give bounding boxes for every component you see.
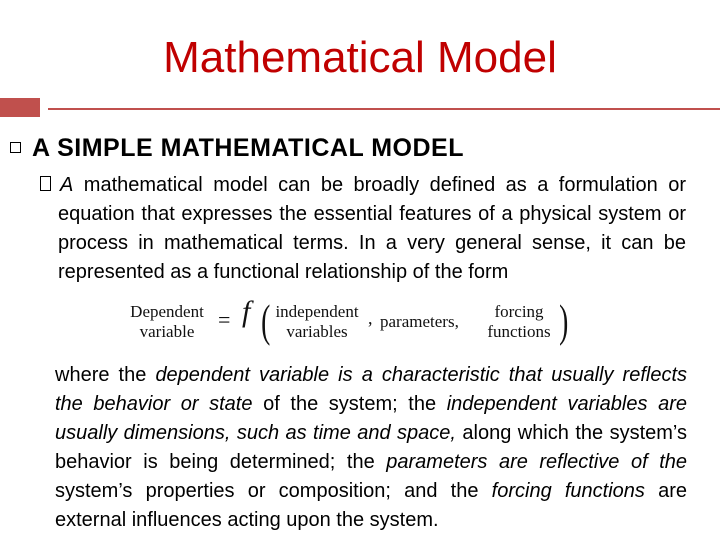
explanation-italic-4: forcing functions — [491, 480, 645, 502]
paragraph-lead-word: A — [60, 174, 74, 196]
explanation-italic-3: parameters are reflective of the — [386, 451, 687, 473]
formula-forcing-line2: functions — [487, 322, 551, 341]
explanation-text-5: are external influences acting upon the system. — [55, 480, 688, 531]
divider-line — [48, 108, 720, 110]
explanation-paragraph — [55, 361, 687, 535]
formula-independent-line1: independent — [275, 302, 359, 321]
square-bullet-icon — [10, 142, 21, 153]
formula-comma: , — [368, 308, 373, 328]
definition-paragraph — [58, 171, 686, 287]
square-bullet-icon — [40, 176, 51, 191]
formula-dependent-variable — [128, 302, 206, 342]
formula-function-symbol: f — [242, 295, 251, 328]
formula-open-paren: ( — [261, 295, 271, 346]
explanation-text-1: where the — [55, 364, 156, 386]
formula-equals: = — [218, 307, 231, 332]
accent-bar — [0, 98, 40, 117]
formula-independent-variables — [272, 302, 362, 342]
paragraph-text: mathematical model can be broadly defined as a formulation or equation that expresses the essential features of a physical system or process in mathematical terms. In a very general sense, it can be represented as a functional relationship of the form — [58, 174, 686, 283]
explanation-text-4: system’s properties or composition; and the — [55, 480, 492, 502]
formula-forcing-functions — [480, 302, 558, 342]
explanation-italic-1: dependent variable is a characteristic that usually reflects the behavior or state — [55, 364, 688, 415]
formula-close-paren: ) — [559, 295, 569, 346]
formula-dependent-line2: variable — [139, 322, 195, 341]
formula-parameters: parameters, — [380, 312, 459, 331]
section-heading: A SIMPLE MATHEMATICAL MODEL — [32, 134, 464, 162]
formula-forcing-line1: forcing — [494, 302, 544, 321]
slide-title: Mathematical Model — [163, 33, 557, 82]
explanation-text-2: of the system; the — [252, 393, 447, 415]
functional-relationship-formula — [128, 296, 580, 350]
explanation-text-3: along which the system’s behavior is being determined; the — [55, 422, 687, 473]
formula-independent-line2: variables — [286, 322, 348, 341]
formula-dependent-line1: Dependent — [130, 302, 204, 321]
explanation-italic-2: independent variables are usually dimensions, such as time and space, — [55, 393, 688, 444]
